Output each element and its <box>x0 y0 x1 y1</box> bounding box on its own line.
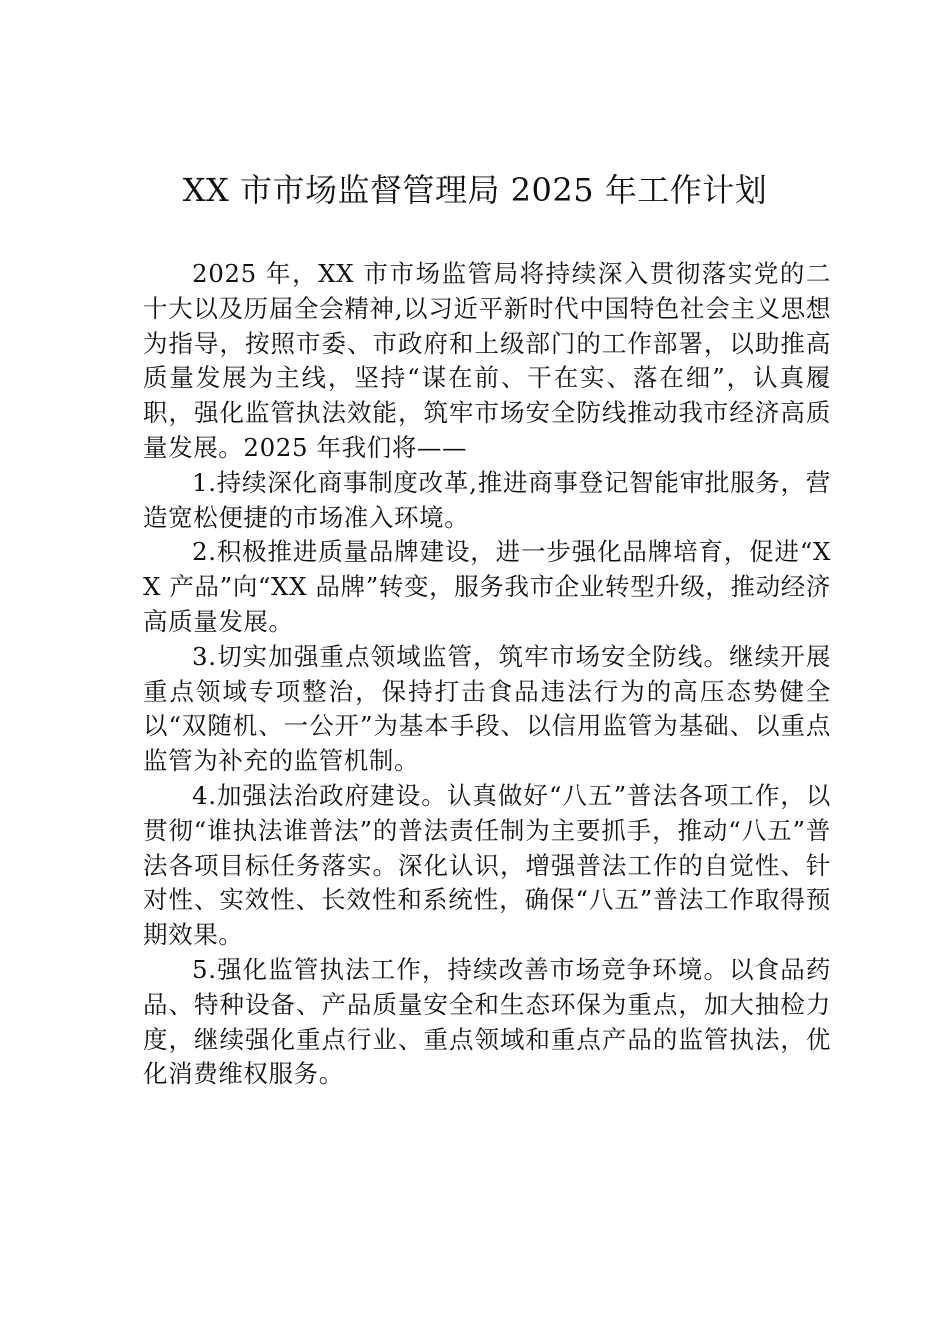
plan-item-5: 5.强化监管执法工作，持续改善市场竞争环境。以食品药品、特种设备、产品质量安全和生态环保为重点，加大抽检力度，继续强化重点行业、重点领域和重点产品的监管执法，优化消费维权服务。 <box>143 954 831 1089</box>
plan-item-1: 1.持续深化商事制度改革,推进商事登记智能审批服务，营造宽松便捷的市场准入环境。 <box>143 467 831 532</box>
document-title: XX 市市场监督管理局 2025 年工作计划 <box>182 171 768 209</box>
plan-item-3: 3.切实加强重点领域监管，筑牢市场安全防线。继续开展重点领域专项整治，保持打击食品违法行为的高压态势健全以“双随机、一公开”为基本手段、以信用监管为基础、以重点监管为补充的监管机制。 <box>143 641 831 776</box>
plan-item-4: 4.加强法治政府建设。认真做好“八五”普法各项工作，以贯彻“谁执法谁普法”的普法责任制为主要抓手，推动“八五”普法各项目标任务落实。深化认识，增强普法工作的自觉性、针对性、实效性、长效性和系统性，确保“八五”普法工作取得预期效果。 <box>143 780 831 950</box>
plan-item-2: 2.积极推进质量品牌建设，进一步强化品牌培育，促进“XX 产品”向“XX 品牌”转变，服务我市企业转型升级，推动经济高质量发展。 <box>143 537 831 636</box>
document-body <box>143 257 831 1092</box>
intro-paragraph: 2025 年，XX 市市场监管局将持续深入贯彻落实党的二十大以及历届全会精神,以习近平新时代中国特色社会主义思想为指导，按照市委、市政府和上级部门的工作部署，以助推高质量发展为主线，坚持“谋在前、干在实、落在细”，认真履职，强化监管执法效能，筑牢市场安全防线推动我市经济高质量发展。2025 年我们将—— <box>143 259 831 462</box>
